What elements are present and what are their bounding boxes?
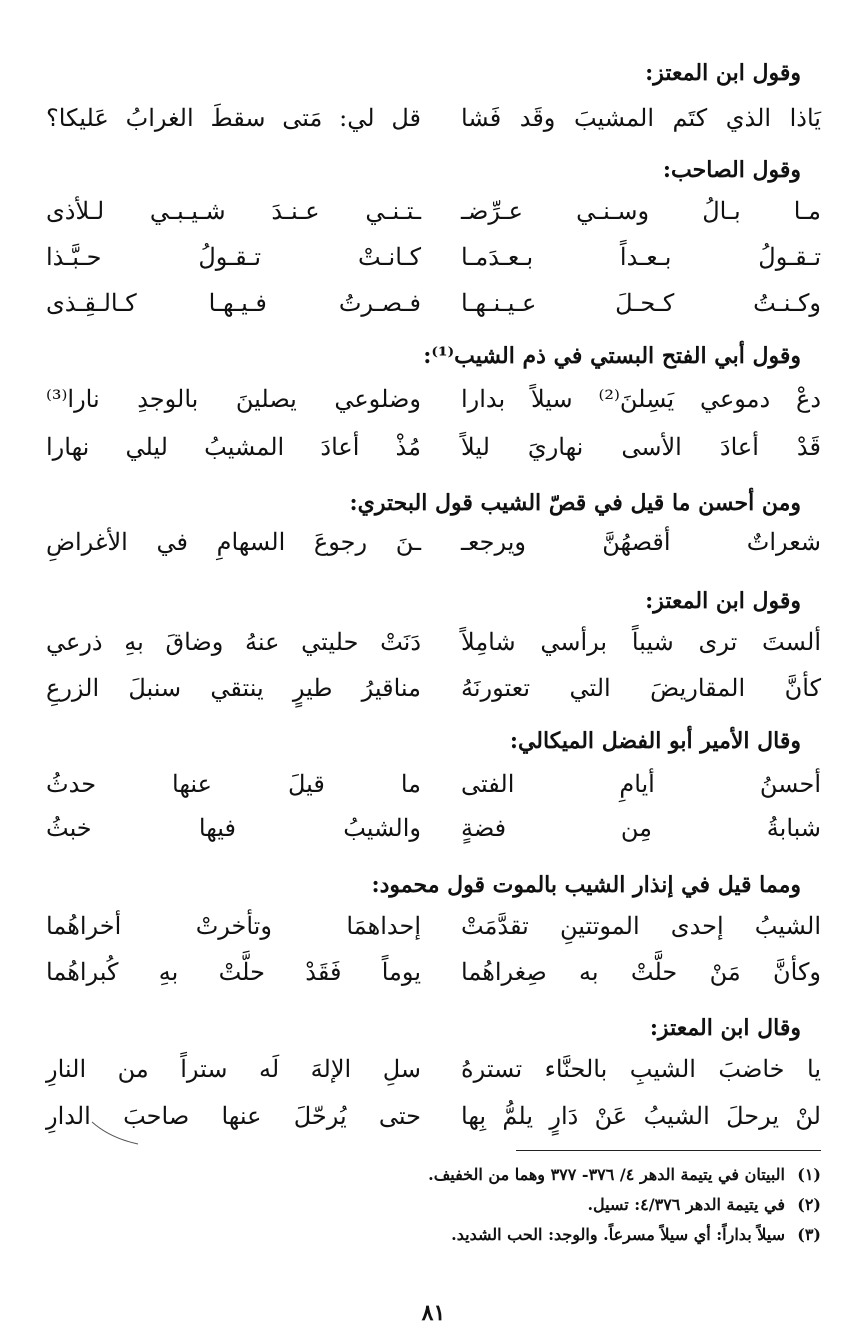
first-hemistich: وكأنَّ مَنْ حلَّتْ به صِغراهُما — [461, 958, 821, 986]
first-hemistich: شبابةُ مِن فضةٍ — [461, 814, 821, 842]
verse-line — [46, 197, 821, 237]
page-number: ٨١ — [421, 1300, 446, 1326]
second-hemistich: والشيبُ فيها خبثُ — [46, 814, 421, 842]
section-heading: وقال الأمير أبو الفضل الميكالي: — [509, 728, 801, 754]
footnote-divider — [516, 1150, 821, 1151]
second-hemistich: كـانـتْ تـقـولُ حـبَّـذا — [46, 243, 421, 271]
footnote-text: في يتيمة الدهر ٤/٣٧٦: تسيل. — [587, 1195, 785, 1214]
second-hemistich: فـصـرتُ فـيـهـا كـالـقِـذى — [46, 289, 421, 317]
section-heading: ومما قيل في إنذار الشيب بالموت قول محمود: — [371, 872, 801, 898]
footnote — [451, 1225, 821, 1244]
verse-line — [46, 1102, 821, 1142]
section-heading: وقول ابن المعتز: — [645, 60, 801, 86]
first-hemistich: تـقـولُ بـعـداً بـعـدَمـا — [461, 243, 821, 271]
verse-line — [46, 385, 821, 425]
verse-line — [46, 912, 821, 952]
second-hemistich: قل لي: مَتى سقطَ الغرابُ عَليكا؟ — [46, 104, 421, 132]
footnote — [587, 1195, 821, 1214]
first-hemistich: كأنَّ المقاريضَ التي تعتورنَهُ — [461, 674, 821, 702]
verse-line — [46, 770, 821, 810]
verse-line — [46, 104, 821, 144]
first-hemistich: مـا بـالُ وسـنـي عـرِّضـ — [461, 197, 821, 225]
section-heading: ومن أحسن ما قيل في قصّ الشيب قول البحتري: — [349, 490, 801, 516]
footnote-number: (٢) — [797, 1195, 821, 1214]
footnote — [428, 1165, 821, 1184]
section-heading: وقال ابن المعتز: — [649, 1015, 801, 1041]
verse-line — [46, 243, 821, 283]
verse-line — [46, 289, 821, 329]
verse-line — [46, 674, 821, 714]
footnote-text: البيتان في يتيمة الدهر ٤/ ٣٧٦- ٣٧٧ وهما من الخفيف. — [428, 1165, 785, 1184]
first-hemistich: ألستَ ترى شيباً برأسي شامِلاً — [461, 628, 821, 656]
first-hemistich: لنْ يرحلَ الشيبُ عَنْ دَارٍ يلمُّ بِها — [461, 1102, 821, 1130]
first-hemistich: يا خاضبَ الشيبِ بالحنَّاء تسترهُ — [461, 1055, 821, 1083]
second-hemistich: مُذْ أعادَ المشيبُ ليلي نهارا — [46, 433, 421, 461]
first-hemistich: دعْ دموعي يَسِلنَ⁽²⁾ سيلاً بدارا — [461, 385, 822, 413]
first-hemistich: وكـنـتُ كـحـلَ عـيـنـهـا — [461, 289, 821, 317]
first-hemistich: قَدْ أعادَ الأسى نهاريَ ليلاً — [461, 433, 821, 461]
verse-line — [46, 814, 821, 854]
second-hemistich: سلِ الإلهَ لَه ستراً من النارِ — [46, 1055, 421, 1083]
footnote-text: سيلاً بداراً: أي سيلاً مسرعاً. والوجد: الحب الشديد. — [451, 1225, 785, 1244]
first-hemistich: الشيبُ إحدى الموتتينِ تقدَّمَتْ — [461, 912, 821, 940]
first-hemistich: أحسنُ أيامِ الفتى — [461, 770, 821, 798]
verse-line — [46, 528, 821, 568]
second-hemistich: يوماً فَقَدْ حلَّتْ بهِ كُبراهُما — [46, 958, 421, 986]
first-hemistich: يَاذا الذي كتَم المشيبَ وقَد فَشا — [461, 104, 821, 132]
footnote-number: (٣) — [797, 1225, 821, 1244]
pen-stroke-icon — [90, 1118, 140, 1148]
verse-line — [46, 1055, 821, 1095]
verse-line — [46, 433, 821, 473]
section-heading: وقول أبي الفتح البستي في ذم الشيب⁽¹⁾: — [423, 343, 801, 369]
section-heading: وقول الصاحب: — [662, 157, 801, 183]
second-hemistich: ـنَ رجوعَ السهامِ في الأغراضِ — [46, 528, 421, 556]
second-hemistich: مناقيرُ طيرٍ ينتقي سنبلَ الزرعِ — [46, 674, 421, 702]
first-hemistich: شعراتٌ أقصهُنَّ ويرجعـ — [461, 528, 821, 556]
footnote-number: (١) — [797, 1165, 821, 1184]
verse-line — [46, 958, 821, 998]
second-hemistich: دَنَتْ حليتي عنهُ وضاقَ بهِ ذرعي — [46, 628, 421, 656]
second-hemistich: إحداهمَا وتأخرتْ أخراهُما — [46, 912, 421, 940]
second-hemistich: حتى يُرحّلَ عنها صاحبَ الدارِ — [46, 1102, 421, 1130]
second-hemistich: ما قيلَ عنها حدثُ — [46, 770, 421, 798]
verse-line — [46, 628, 821, 668]
section-heading: وقول ابن المعتز: — [645, 588, 801, 614]
second-hemistich: وضلوعي يصلينَ بالوجدِ نارا⁽³⁾ — [46, 385, 421, 413]
second-hemistich: ـتـنـي عـنـدَ شـيـبـي لـلأذى — [46, 197, 421, 225]
